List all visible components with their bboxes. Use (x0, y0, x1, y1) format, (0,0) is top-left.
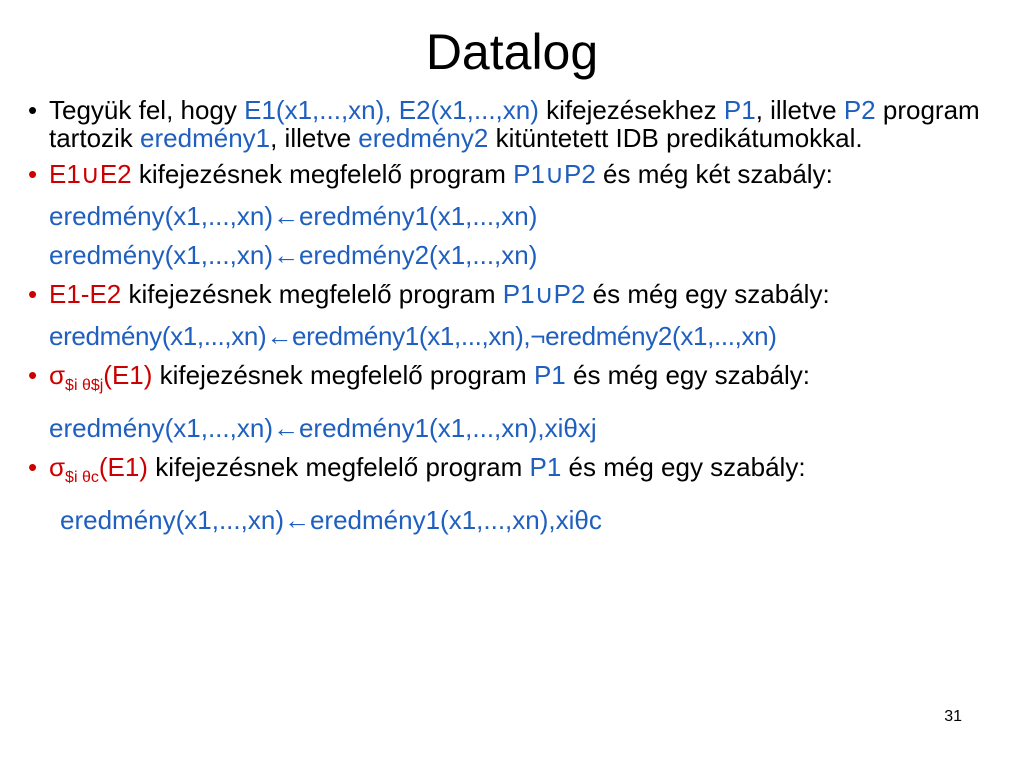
expression: (E1) (98, 452, 148, 482)
text: , illetve (755, 95, 844, 125)
bullet-dot: • (28, 360, 38, 390)
bullet-union (28, 160, 1013, 188)
bullet-selection-const (28, 453, 1013, 492)
text: kifejezésnek megfelelő program (131, 159, 514, 189)
slide-title: Datalog (425, 24, 599, 80)
text: kifejezésnek megfelelő program (152, 360, 534, 390)
text: Tegyük fel, hogy (49, 95, 245, 125)
program: P1 (533, 360, 566, 390)
expression: (E1) (103, 360, 153, 390)
text: és még egy szabály: (561, 452, 806, 482)
text: kifejezésekhez (538, 95, 724, 125)
expressions: E1(x1,...,xn), E2(x1,...,xn) (244, 95, 539, 125)
bullet-dot: • (28, 95, 38, 125)
bullet-selection-attr (28, 361, 1013, 400)
result1: eredmény1 (140, 123, 271, 153)
text: kitüntetett IDB predikátumokkal. (488, 123, 863, 153)
program-p2: P2 (843, 95, 876, 125)
rule-union-2: eredmény(x1,...,xn)←eredmény2(x1,...,xn) (49, 240, 538, 270)
result2: eredmény2 (358, 123, 489, 153)
sigma-symbol: σ (49, 452, 66, 482)
expression: E1∪E2 (49, 159, 132, 189)
sigma-subscript: $i θc (65, 469, 99, 486)
program: P1∪P2 (502, 279, 586, 309)
text: és még egy szabály: (585, 279, 830, 309)
text: , illetve (270, 123, 359, 153)
text: kifejezésnek megfelelő program (121, 279, 503, 309)
page-number: 31 (944, 708, 962, 725)
rule-selection-attr: eredmény(x1,...,xn)←eredmény1(x1,...,xn),xiθxj (49, 413, 597, 443)
text: és még két szabály: (595, 159, 833, 189)
program-p1: P1 (723, 95, 756, 125)
program: P1 (529, 452, 562, 482)
bullet-dot: • (28, 279, 38, 309)
text: program tartozik (49, 95, 980, 153)
bullet-dot: • (28, 452, 38, 482)
sigma-subscript: $i θ$j (65, 377, 104, 394)
expression: E1-E2 (49, 279, 122, 309)
program: P1∪P2 (513, 159, 596, 189)
sigma-symbol: σ (49, 360, 66, 390)
slide-content (28, 96, 1013, 545)
rule-selection-const: eredmény(x1,...,xn)←eredmény1(x1,...,xn),xiθc (60, 505, 602, 535)
bullet-dot: • (28, 159, 38, 189)
text: és még egy szabály: (565, 360, 810, 390)
text: kifejezésnek megfelelő program (147, 452, 530, 482)
bullet-assumption (28, 96, 1013, 152)
rule-union-1: eredmény(x1,...,xn)←eredmény1(x1,...,xn) (49, 201, 538, 231)
rule-difference: eredmény(x1,...,xn)←eredmény1(x1,...,xn),¬eredmény2(x1,...,xn) (49, 321, 777, 351)
bullet-difference (28, 280, 1013, 308)
